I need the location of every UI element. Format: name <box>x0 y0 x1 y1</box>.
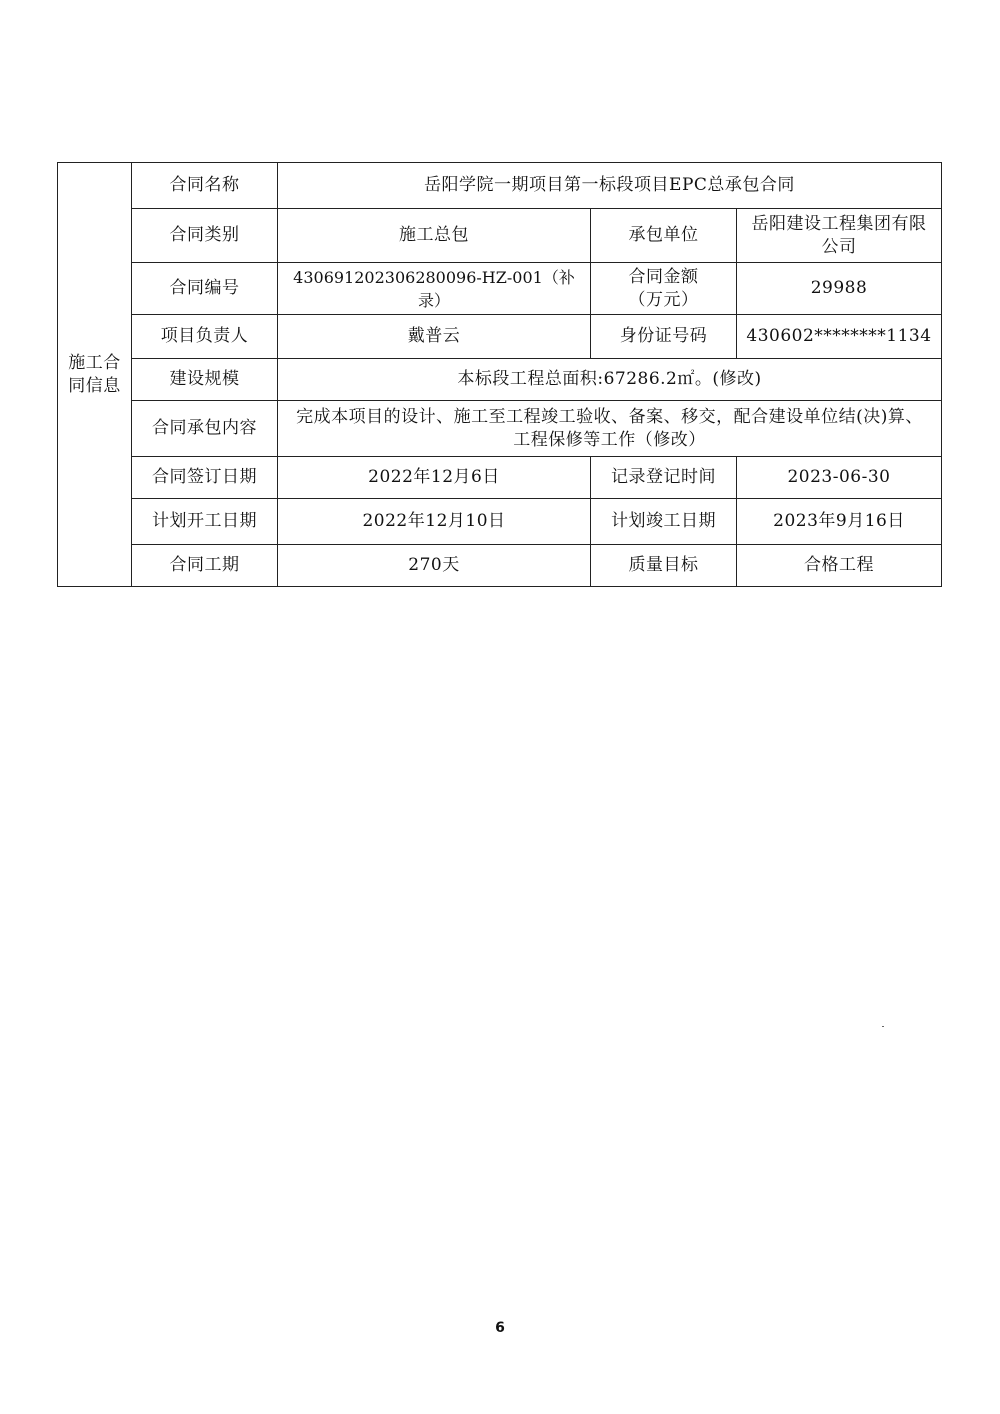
page-number: 6 <box>495 1320 505 1336</box>
contract-amount-label-line2: （万元） <box>628 289 699 310</box>
contract-no-value: 430691202306280096-HZ-001（补录） <box>278 263 591 315</box>
contract-amount-label-line1: 合同金额 <box>628 266 699 287</box>
contractor-value <box>737 209 942 263</box>
section-label-line1: 施工合 <box>68 352 121 373</box>
sign-date-value: 2022年12月6日 <box>278 457 591 499</box>
row-contract-type <box>58 209 942 263</box>
scope-value-line2: 工程保修等工作（修改） <box>513 429 706 450</box>
row-contract-no <box>58 263 942 315</box>
contract-type-label: 合同类别 <box>132 209 278 263</box>
contractor-value-line1: 岳阳建设工程集团有限 <box>751 213 927 234</box>
quality-label: 质量目标 <box>591 545 737 587</box>
scope-value-line1: 完成本项目的设计、施工至工程竣工验收、备案、移交，配合建设单位结(决)算、 <box>296 406 923 427</box>
contract-no-label: 合同编号 <box>132 263 278 315</box>
section-label-line2: 同信息 <box>68 375 121 396</box>
row-sign-date <box>58 457 942 499</box>
row-contract-name <box>58 163 942 209</box>
row-scale <box>58 359 942 401</box>
contract-type-value: 施工总包 <box>278 209 591 263</box>
manager-label: 项目负责人 <box>132 315 278 359</box>
plan-start-label: 计划开工日期 <box>132 499 278 545</box>
row-scope <box>58 401 942 457</box>
id-number-value: 430602********1134 <box>737 315 942 359</box>
record-time-label: 记录登记时间 <box>591 457 737 499</box>
plan-finish-value: 2023年9月16日 <box>737 499 942 545</box>
scope-label: 合同承包内容 <box>132 401 278 457</box>
plan-start-value: 2022年12月10日 <box>278 499 591 545</box>
contract-name-value: 岳阳学院一期项目第一标段项目EPC总承包合同 <box>278 163 942 209</box>
plan-finish-label: 计划竣工日期 <box>591 499 737 545</box>
manager-value: 戴普云 <box>278 315 591 359</box>
contract-info-table <box>57 162 942 587</box>
record-time-value: 2023-06-30 <box>737 457 942 499</box>
contract-name-label: 合同名称 <box>132 163 278 209</box>
contract-amount-label <box>591 263 737 315</box>
duration-label: 合同工期 <box>132 545 278 587</box>
section-label <box>58 163 132 587</box>
row-plan-dates <box>58 499 942 545</box>
scope-value <box>278 401 942 457</box>
scale-label: 建设规模 <box>132 359 278 401</box>
duration-value: 270天 <box>278 545 591 587</box>
contract-amount-value: 29988 <box>737 263 942 315</box>
row-duration <box>58 545 942 587</box>
sign-date-label: 合同签订日期 <box>132 457 278 499</box>
scan-speck <box>882 1026 884 1027</box>
scale-value: 本标段工程总面积:67286.2㎡。(修改) <box>278 359 942 401</box>
id-number-label: 身份证号码 <box>591 315 737 359</box>
row-manager <box>58 315 942 359</box>
contractor-value-line2: 公司 <box>821 236 857 257</box>
quality-value: 合格工程 <box>737 545 942 587</box>
contractor-label: 承包单位 <box>591 209 737 263</box>
